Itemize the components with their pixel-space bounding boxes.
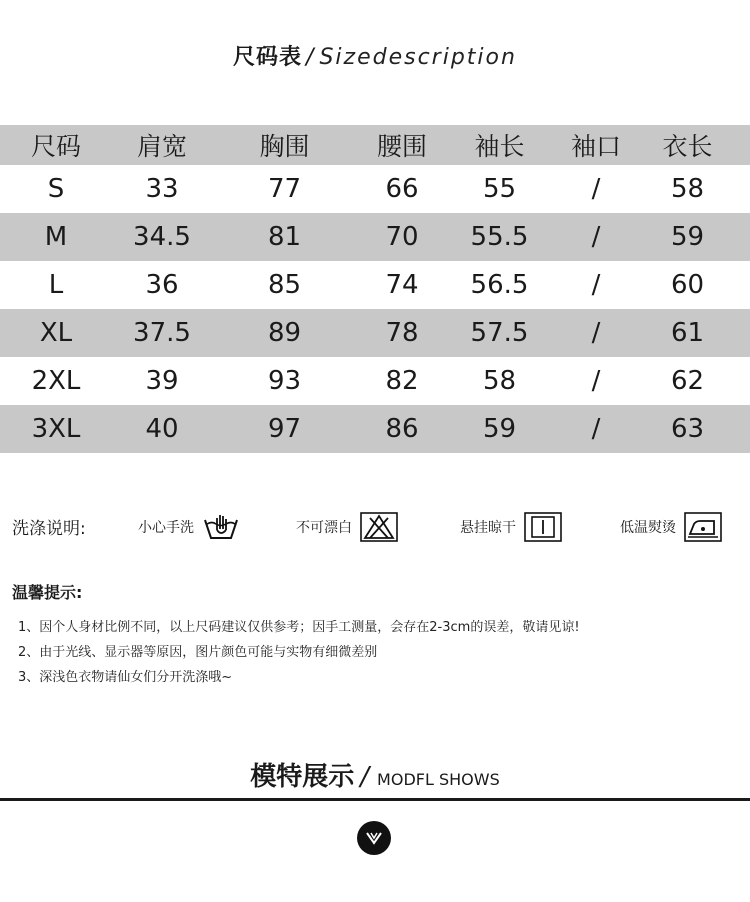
care-item-hand-wash — [138, 512, 240, 542]
tip-item: 1、因个人身材比例不同，以上尺码建议仅供参考；因手工测量，会存在2-3cm的误差，敬请见谅! — [18, 620, 580, 635]
header-cuff: 袖口 — [570, 132, 621, 161]
cell-sleeve-length: 58 — [482, 366, 517, 396]
cell-cuff: / — [591, 318, 601, 348]
care-item-low-iron — [620, 512, 722, 542]
table-row — [0, 357, 750, 405]
model-title-en: MODFL SHOWS — [377, 770, 500, 789]
cell-sleeve-length: 59 — [482, 414, 517, 444]
cell-sleeve-length: 56.5 — [470, 270, 529, 300]
header-length: 衣长 — [662, 132, 713, 161]
care-text: 低温熨烫 — [620, 520, 676, 536]
cell-size: S — [47, 174, 65, 204]
cell-size: XL — [39, 318, 73, 348]
no-bleach-icon — [360, 512, 398, 542]
care-instructions — [0, 506, 750, 546]
cell-shoulder: 40 — [145, 414, 179, 444]
divider-line — [0, 798, 750, 801]
header-size: 尺码 — [30, 132, 81, 161]
line-dry-icon — [524, 512, 562, 542]
size-chart-title — [0, 40, 750, 71]
care-text: 悬挂晾干 — [460, 520, 516, 536]
cell-chest: 77 — [267, 174, 302, 204]
cell-waist: 70 — [385, 222, 419, 252]
table-row — [0, 165, 750, 213]
model-show-heading — [0, 756, 750, 793]
hand-wash-icon — [202, 512, 240, 542]
cell-waist: 82 — [385, 366, 419, 396]
header-chest: 胸围 — [259, 132, 310, 161]
table-row — [0, 261, 750, 309]
cell-length: 63 — [670, 414, 705, 444]
header-sleeve-length: 袖长 — [474, 132, 525, 161]
table-row — [0, 309, 750, 357]
cell-length: 62 — [670, 366, 705, 396]
cell-chest: 93 — [267, 366, 302, 396]
cell-size: M — [44, 222, 68, 252]
table-row — [0, 213, 750, 261]
header-shoulder: 肩宽 — [136, 132, 187, 161]
cell-shoulder: 39 — [145, 366, 179, 396]
cell-waist: 86 — [385, 414, 419, 444]
tip-item: 3、深浅色衣物请仙女们分开洗涤哦~ — [18, 670, 233, 685]
header-waist: 腰围 — [376, 132, 427, 161]
cell-cuff: / — [591, 366, 601, 396]
cell-shoulder: 37.5 — [133, 318, 191, 348]
cell-length: 59 — [670, 222, 705, 252]
cell-chest: 81 — [267, 222, 302, 252]
cell-cuff: / — [591, 222, 601, 252]
cell-sleeve-length: 55.5 — [470, 222, 529, 252]
cell-sleeve-length: 57.5 — [470, 318, 529, 348]
cell-cuff: / — [591, 174, 601, 204]
cell-shoulder: 33 — [145, 174, 179, 204]
cell-length: 60 — [670, 270, 705, 300]
cell-cuff: / — [591, 414, 601, 444]
cell-chest: 97 — [267, 414, 302, 444]
title-cn: 尺码表 — [233, 45, 303, 70]
cell-shoulder: 36 — [145, 270, 179, 300]
cell-size: 2XL — [31, 366, 81, 396]
cell-chest: 89 — [267, 318, 302, 348]
care-text: 小心手洗 — [138, 520, 194, 536]
cell-length: 61 — [670, 318, 705, 348]
cell-shoulder: 34.5 — [133, 222, 191, 252]
table-header-row — [0, 125, 750, 165]
title-separator: / — [306, 45, 314, 70]
chevron-down-icon — [365, 831, 383, 845]
size-table — [0, 125, 750, 453]
care-item-no-bleach — [296, 512, 398, 542]
cell-waist: 66 — [385, 174, 419, 204]
table-row — [0, 405, 750, 453]
title-en: Sizedescription — [319, 45, 517, 70]
model-title-cn: 模特展示 — [250, 762, 355, 792]
low-iron-icon — [684, 512, 722, 542]
care-label: 洗涤说明: — [12, 519, 86, 539]
cell-waist: 74 — [385, 270, 419, 300]
cell-cuff: / — [591, 270, 601, 300]
cell-size: 3XL — [31, 414, 81, 444]
cell-chest: 85 — [267, 270, 302, 300]
cell-waist: 78 — [385, 318, 419, 348]
tips-title: 温馨提示: — [12, 583, 83, 602]
care-text: 不可漂白 — [296, 520, 352, 536]
model-separator: / — [360, 762, 370, 792]
cell-sleeve-length: 55 — [482, 174, 517, 204]
cell-size: L — [48, 270, 64, 300]
care-item-line-dry — [460, 512, 562, 542]
tip-item: 2、由于光线、显示器等原因，图片颜色可能与实物有细微差别 — [18, 645, 378, 660]
scroll-down-button[interactable] — [357, 821, 391, 855]
cell-length: 58 — [670, 174, 705, 204]
